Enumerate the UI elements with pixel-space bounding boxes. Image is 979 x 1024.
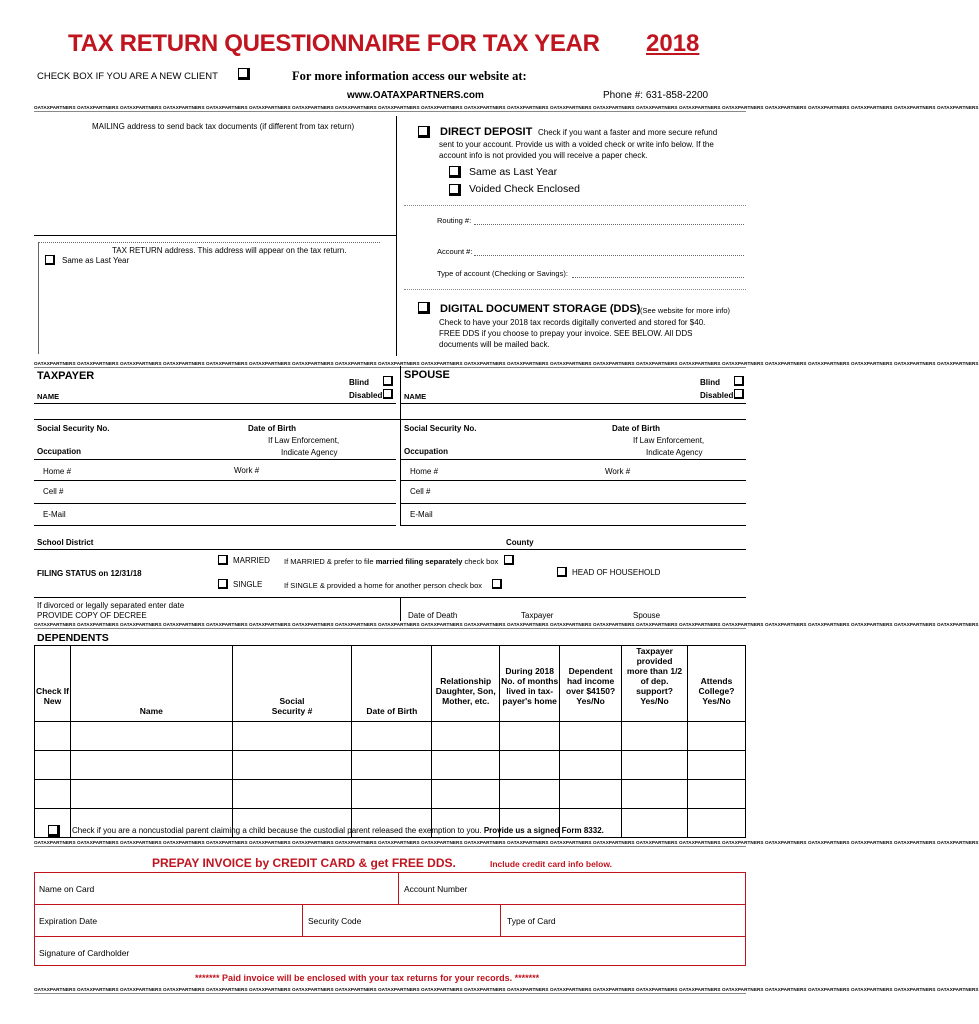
account-type-field[interactable]	[572, 277, 744, 278]
taxpayer-occupation-label: Occupation	[37, 447, 82, 456]
death-spouse-label: Spouse	[633, 611, 661, 620]
taxpayer-cell-label: Cell #	[43, 487, 64, 496]
mailing-address-box[interactable]	[34, 118, 396, 235]
dependents-heading: DEPENDENTS	[37, 632, 109, 644]
tax-year: 2018	[646, 30, 700, 57]
taxpayer-disabled-checkbox[interactable]	[383, 389, 393, 399]
noncustodial-bold: Provide us a signed Form 8332.	[483, 826, 604, 835]
dds-desc3: documents will be mailed back.	[439, 340, 550, 349]
spouse-email-label: E-Mail	[410, 510, 433, 519]
taxpayer-blind-checkbox[interactable]	[383, 376, 393, 386]
spouse-dob-label: Date of Birth	[612, 424, 660, 433]
county-label: County	[506, 538, 534, 547]
same-as-last-year-address-checkbox[interactable]	[45, 255, 55, 265]
security-code-field[interactable]: Security Code	[308, 916, 362, 926]
divorced-label1: If divorced or legally separated enter date	[37, 601, 185, 610]
info-label: For more information access our website at:	[292, 69, 527, 83]
spouse-cell-label: Cell #	[410, 487, 431, 496]
dep-col-dob: Date of Birth	[352, 646, 432, 722]
taxpayer-law-label1: If Law Enforcement,	[268, 436, 340, 445]
expiration-date-field[interactable]: Expiration Date	[39, 916, 98, 926]
taxpayer-heading: TAXPAYER	[37, 370, 95, 382]
dd-same-as-last-year-label: Same as Last Year	[469, 166, 558, 178]
taxpayer-disabled-label: Disabled	[349, 391, 383, 400]
direct-deposit-desc1: Check if you want a faster and more secure refund	[538, 128, 718, 137]
dep-col-ssn: Social Security #	[232, 646, 352, 722]
spouse-home-label: Home #	[410, 467, 439, 476]
direct-deposit-desc3: account info is not provided you will receive a paper check.	[439, 151, 648, 160]
single-provided-home-checkbox[interactable]	[492, 579, 502, 589]
head-of-household-checkbox[interactable]	[557, 567, 567, 577]
dependent-row[interactable]	[35, 780, 746, 809]
watermark-strip: OATAXPARTNERS OATAXPARTNERS OATAXPARTNERS OATAXPARTNERS OATAXPARTNERS OATAXPARTNERS OATAXPARTNERS OATAXPARTNERS OATAXPARTNERS OATAXPARTNERS OATAXPARTNERS OATAXPARTNERS OATAXPARTNERS OATAXPARTNERS OATAXPARTNERS OATAXPARTNERS OATAXPARTNERS OATAXPARTNERS OATAXPARTNERS OATAXPARTNERS OATAXPARTNERS OATAXPARTNERS	[34, 105, 979, 110]
spouse-name-label: NAME	[404, 392, 427, 401]
noncustodial-checkbox[interactable]	[48, 825, 60, 837]
dd-same-as-last-year-checkbox[interactable]	[449, 166, 461, 178]
direct-deposit-title: DIRECT DEPOSIT	[440, 126, 533, 138]
taxpayer-ssn-label: Social Security No.	[37, 424, 110, 433]
spouse-blind-label: Blind	[700, 378, 720, 387]
dep-col-relationship: Relationship Daughter, Son, Mother, etc.	[432, 646, 500, 722]
spouse-disabled-label: Disabled	[700, 391, 734, 400]
mailing-address-label: MAILING address to send back tax documents (if different from tax return)	[92, 122, 355, 131]
taxpayer-work-label: Work #	[234, 466, 260, 475]
spouse-blind-checkbox[interactable]	[734, 376, 744, 386]
account-label: Account #:	[437, 247, 473, 256]
dep-col-income: Dependent had income over $4150? Yes/No	[560, 646, 622, 722]
dep-col-check-new: Check If New	[35, 646, 71, 722]
prepay-subtitle: Include credit card info below.	[490, 859, 613, 869]
account-number-field[interactable]: Account Number	[404, 884, 468, 894]
married-note-post: check box	[462, 557, 499, 566]
spouse-heading: SPOUSE	[404, 369, 450, 381]
taxpayer-email-label: E-Mail	[43, 510, 66, 519]
dds-desc1: Check to have your 2018 tax records digitally converted and stored for $40.	[439, 318, 706, 327]
page-title: TAX RETURN QUESTIONNAIRE FOR TAX YEAR	[68, 30, 600, 57]
account-field[interactable]	[474, 255, 744, 256]
routing-label: Routing #:	[437, 216, 472, 225]
married-label: MARRIED	[233, 556, 270, 565]
married-note-pre: If MARRIED & prefer to file	[284, 557, 376, 566]
dep-col-name: Name	[70, 646, 232, 722]
single-label: SINGLE	[233, 580, 263, 589]
dependent-row[interactable]	[35, 722, 746, 751]
dds-checkbox[interactable]	[418, 302, 430, 314]
prepay-title: PREPAY INVOICE by CREDIT CARD & get FREE DDS.	[152, 856, 456, 870]
single-note: If SINGLE & provided a home for another person check box	[284, 581, 483, 590]
watermark-strip: OATAXPARTNERS OATAXPARTNERS OATAXPARTNERS OATAXPARTNERS OATAXPARTNERS OATAXPARTNERS OATAXPARTNERS OATAXPARTNERS OATAXPARTNERS OATAXPARTNERS OATAXPARTNERS OATAXPARTNERS OATAXPARTNERS OATAXPARTNERS OATAXPARTNERS OATAXPARTNERS OATAXPARTNERS OATAXPARTNERS OATAXPARTNERS OATAXPARTNERS OATAXPARTNERS OATAXPARTNERS	[34, 840, 979, 845]
new-client-label: CHECK BOX IF YOU ARE A NEW CLIENT	[37, 71, 218, 82]
taxpayer-dob-label: Date of Birth	[248, 424, 296, 433]
voided-check-checkbox[interactable]	[449, 184, 461, 196]
type-of-card-field[interactable]: Type of Card	[507, 916, 556, 926]
dds-desc2: FREE DDS if you choose to prepay your invoice. SEE BELOW. All DDS	[439, 329, 693, 338]
credit-card-box	[34, 872, 746, 966]
noncustodial-pre: Check if you are a noncustodial parent claiming a child because the custodial parent released the exemption to you.	[72, 826, 482, 835]
single-checkbox[interactable]	[218, 579, 228, 589]
spouse-law-label2: Indicate Agency	[646, 448, 703, 457]
spouse-work-label: Work #	[605, 467, 631, 476]
married-note-bold: married filing separately	[375, 557, 463, 566]
voided-check-label: Voided Check Enclosed	[469, 183, 580, 195]
same-as-last-year-address-label: Same as Last Year	[62, 256, 130, 265]
filing-status-label: FILING STATUS on 12/31/18	[37, 569, 142, 578]
head-of-household-label: HEAD OF HOUSEHOLD	[572, 568, 661, 577]
tax-return-address-label: TAX RETURN address. This address will appear on the tax return.	[112, 246, 347, 255]
spouse-law-label1: If Law Enforcement,	[633, 436, 705, 445]
death-taxpayer-label: Taxpayer	[521, 611, 554, 620]
dependent-row[interactable]	[35, 751, 746, 780]
signature-field[interactable]: Signature of Cardholder	[39, 948, 130, 958]
watermark-strip: OATAXPARTNERS OATAXPARTNERS OATAXPARTNERS OATAXPARTNERS OATAXPARTNERS OATAXPARTNERS OATAXPARTNERS OATAXPARTNERS OATAXPARTNERS OATAXPARTNERS OATAXPARTNERS OATAXPARTNERS OATAXPARTNERS OATAXPARTNERS OATAXPARTNERS OATAXPARTNERS OATAXPARTNERS OATAXPARTNERS OATAXPARTNERS OATAXPARTNERS OATAXPARTNERS OATAXPARTNERS	[34, 622, 979, 627]
new-client-checkbox[interactable]	[238, 68, 250, 80]
date-of-death-label: Date of Death	[408, 611, 458, 620]
phone-number: Phone #: 631-858-2200	[603, 90, 709, 101]
spouse-disabled-checkbox[interactable]	[734, 389, 744, 399]
married-checkbox[interactable]	[218, 555, 228, 565]
taxpayer-name-label: NAME	[37, 392, 60, 401]
dep-col-months: During 2018 No. of months lived in tax- payer's home	[500, 646, 560, 722]
spouse-ssn-label: Social Security No.	[404, 424, 477, 433]
dependents-table	[34, 645, 746, 838]
taxpayer-blind-label: Blind	[349, 378, 369, 387]
direct-deposit-desc2: sent to your account. Provide us with a voided check or write info below. If the	[439, 140, 714, 149]
watermark-strip: OATAXPARTNERS OATAXPARTNERS OATAXPARTNERS OATAXPARTNERS OATAXPARTNERS OATAXPARTNERS OATAXPARTNERS OATAXPARTNERS OATAXPARTNERS OATAXPARTNERS OATAXPARTNERS OATAXPARTNERS OATAXPARTNERS OATAXPARTNERS OATAXPARTNERS OATAXPARTNERS OATAXPARTNERS OATAXPARTNERS OATAXPARTNERS OATAXPARTNERS OATAXPARTNERS OATAXPARTNERS	[34, 987, 979, 992]
divorced-label2: PROVIDE COPY OF DECREE	[37, 611, 147, 620]
dds-note: (See website for more info)	[640, 306, 731, 315]
school-district-label: School District	[37, 538, 94, 547]
routing-field[interactable]	[474, 224, 744, 225]
married-note	[284, 557, 498, 566]
name-on-card-field[interactable]: Name on Card	[39, 884, 95, 894]
married-separately-checkbox[interactable]	[504, 555, 514, 565]
website-link[interactable]: www.OATAXPARTNERS.com	[347, 90, 484, 101]
prepay-footer: ******* Paid invoice will be enclosed with your tax returns for your records. *******	[195, 973, 540, 983]
dep-col-college: Attends College? Yes/No	[688, 646, 746, 722]
dep-col-support: Taxpayer provided more than 1/2 of dep. support? Yes/No	[622, 646, 688, 722]
noncustodial-note	[72, 826, 604, 835]
direct-deposit-checkbox[interactable]	[418, 126, 430, 138]
taxpayer-law-label2: Indicate Agency	[281, 448, 338, 457]
account-type-label: Type of account (Checking or Savings):	[437, 269, 568, 278]
dds-title: DIGITAL DOCUMENT STORAGE (DDS)	[440, 303, 641, 315]
spouse-occupation-label: Occupation	[404, 447, 449, 456]
watermark-strip: OATAXPARTNERS OATAXPARTNERS OATAXPARTNERS OATAXPARTNERS OATAXPARTNERS OATAXPARTNERS OATAXPARTNERS OATAXPARTNERS OATAXPARTNERS OATAXPARTNERS OATAXPARTNERS OATAXPARTNERS OATAXPARTNERS OATAXPARTNERS OATAXPARTNERS OATAXPARTNERS OATAXPARTNERS OATAXPARTNERS OATAXPARTNERS OATAXPARTNERS OATAXPARTNERS OATAXPARTNERS	[34, 361, 979, 366]
taxpayer-home-label: Home #	[43, 467, 72, 476]
